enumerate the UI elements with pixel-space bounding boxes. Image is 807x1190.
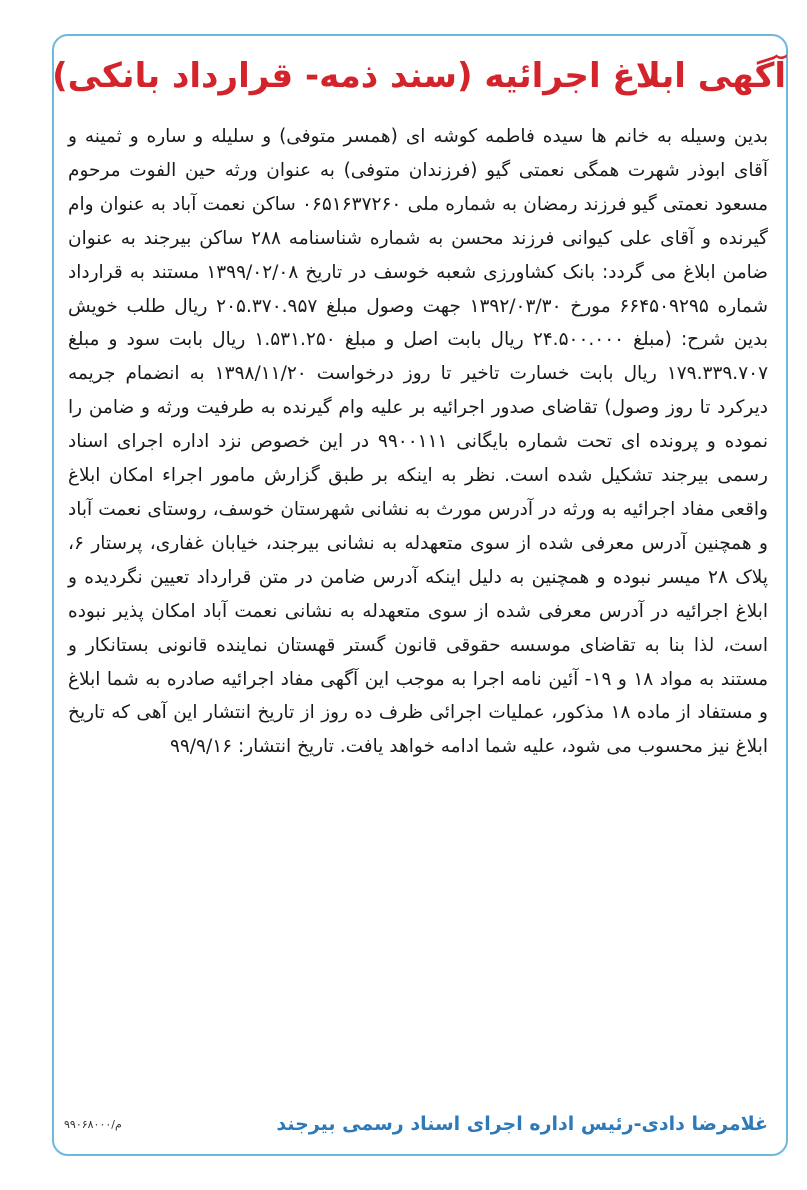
notice-code: م/۹۹۰۶۸۰۰۰ bbox=[64, 1118, 122, 1131]
notice-title: آگهی ابلاغ اجرائیه (سند ذمه- قرارداد بانکی) bbox=[52, 56, 786, 96]
notice-frame bbox=[52, 34, 788, 1156]
notice-signature: غلامرضا دادی-رئیس اداره اجرای اسناد رسمی بیرجند bbox=[276, 1113, 768, 1135]
notice-body: بدین وسیله به خانم ها سیده فاطمه کوشه ای (همسر متوفی) و سلیله و ساره و ثمینه و آقای ابوذر شهرت همگی نعمتی گیو (فرزندان متوفی) به عنوان ورثه حین الفوت مرحوم مسعود نعمتی گیو فرزند رمضان به شماره ملی ۰۶۵۱۶۳۷۲۶۰ ساکن نعمت آباد به عنوان وام گیرنده و آقای علی کیوانی فرزند محسن به شماره شناسنامه ۲۸۸ ساکن بیرجند به عنوان ضامن ابلاغ می گردد: بانک کشاورزی شعبه خوسف در تاریخ ۱۳۹۹/۰۲/۰۸ مستند به قرارداد شماره ۶۶۴۵۰۹۲۹۵ مورخ ۱۳۹۲/۰۳/۳۰ جهت وصول مبلغ ۲۰۵.۳۷۰.۹۵۷ ریال طلب خویش بدین شرح: (مبلغ ۲۴.۵۰۰.۰۰۰ ریال بابت اصل و مبلغ ۱.۵۳۱.۲۵۰ ریال بابت سود و مبلغ ۱۷۹.۳۳۹.۷۰۷ ریال بابت خسارت تاخیر تا روز درخواست ۱۳۹۸/۱۱/۲۰ به انضمام جریمه دیرکرد تا روز وصول) تقاضای صدور اجرائیه بر علیه وام گیرنده به طرفیت ورثه و ضامن را نموده و پرونده ای تحت شماره بایگانی ۹۹۰۰۱۱۱ در این خصوص نزد اداره اجرای اسناد رسمی بیرجند تشکیل شده است. نظر به اینکه بر طبق گزارش مامور اجراء امکان ابلاغ واقعی مفاد اجرائیه به ورثه در آدرس مورث به نشانی شهرستان خوسف، روستای نعمت آباد و همچنین آدرس معرفی شده از سوی متعهدله به نشانی بیرجند، خیابان غفاری، پرستار ۶، پلاک ۲۸ میسر نبوده و همچنین به دلیل اینکه آدرس ضامن در متن قرارداد تعیین نگردیده و ابلاغ اجرائیه در آدرس معرفی شده از سوی متعهدله به نشانی نعمت آباد امکان پذیر نبوده است، لذا بنا به تقاضای موسسه حقوقی قانون گستر قهستان نماینده قانونی بستانکار و مستند به مواد ۱۸ و ۱۹- آئین نامه اجرا به موجب این آگهی مفاد اجرائیه صادره به شما ابلاغ و مستفاد از ماده ۱۸ مذکور، عملیات اجرائی ظرف ده روز از تاریخ انتشار این آهی که تاریخ ابلاغ نیز محسوب می شود، علیه شما ادامه خواهد یافت. تاریخ انتشار: ۹۹/۹/۱۶ bbox=[68, 126, 769, 758]
